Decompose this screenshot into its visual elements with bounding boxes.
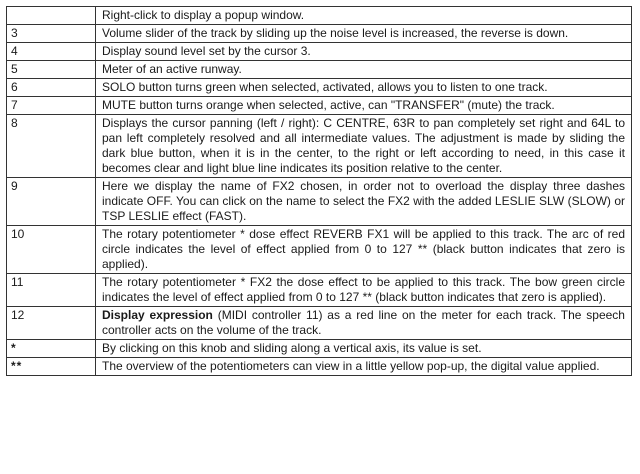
table-row (7, 178, 632, 226)
table-row (7, 307, 632, 340)
table-row (7, 340, 632, 358)
row-key: 6 (7, 79, 96, 97)
row-key (7, 7, 96, 25)
row-key: 12 (7, 307, 96, 340)
row-key: * (7, 340, 96, 358)
row-key: 3 (7, 25, 96, 43)
table-row (7, 358, 632, 376)
table-row (7, 79, 632, 97)
row-description: The overview of the potentiometers can view in a little yellow pop-up, the digital value applied. (96, 358, 632, 376)
row-description: Volume slider of the track by sliding up the noise level is increased, the reverse is down. (96, 25, 632, 43)
row-description: SOLO button turns green when selected, activated, allows you to listen to one track. (96, 79, 632, 97)
row-key: 8 (7, 115, 96, 178)
row-key: 11 (7, 274, 96, 307)
table-row (7, 115, 632, 178)
row-key: 10 (7, 226, 96, 274)
row-description: Meter of an active runway. (96, 61, 632, 79)
table-row (7, 226, 632, 274)
row-key: 7 (7, 97, 96, 115)
row-description: Here we display the name of FX2 chosen, in order not to overload the display three dashes indicate OFF. You can click on the name to select the FX2 with the added LESLIE SLW (SLOW) or TSP LESLIE effect (FAST). (96, 178, 632, 226)
row-key: 5 (7, 61, 96, 79)
table-row (7, 25, 632, 43)
row-key: 9 (7, 178, 96, 226)
row-description: Right-click to display a popup window. (96, 7, 632, 25)
row-bold-lead: Display expression (102, 308, 213, 322)
row-description (96, 307, 632, 340)
row-description: Displays the cursor panning (left / right): C CENTRE, 63R to pan completely set right and 64L to pan left completely resolved and all intermediate values. The adjustment is made by sliding the dark blue button, when it is in the center, to the right or left according to need, in this case it becomes clear and light blue line indicates its position relative to the center. (96, 115, 632, 178)
row-description: The rotary potentiometer * FX2 the dose effect to be applied to this track. The bow green circle indicates the level of effect applied from 0 to 127 ** (black button indicates that zero is applied). (96, 274, 632, 307)
table-row (7, 7, 632, 25)
row-key: 4 (7, 43, 96, 61)
row-description: MUTE button turns orange when selected, active, can "TRANSFER" (mute) the track. (96, 97, 632, 115)
row-description: By clicking on this knob and sliding along a vertical axis, its value is set. (96, 340, 632, 358)
row-description: Display sound level set by the cursor 3. (96, 43, 632, 61)
table-row (7, 97, 632, 115)
table-row (7, 61, 632, 79)
legend-table (6, 6, 632, 376)
row-description: The rotary potentiometer * dose effect REVERB FX1 will be applied to this track. The arc of red circle indicates the level of effect applied from 0 to 127 ** (black button indicates that zero is applied). (96, 226, 632, 274)
table-row (7, 43, 632, 61)
table-row (7, 274, 632, 307)
row-key: ** (7, 358, 96, 376)
row-description-text: (MIDI controller 11) as a red line on the meter for each track. The speech controller acts on the volume of the track. (102, 308, 625, 337)
